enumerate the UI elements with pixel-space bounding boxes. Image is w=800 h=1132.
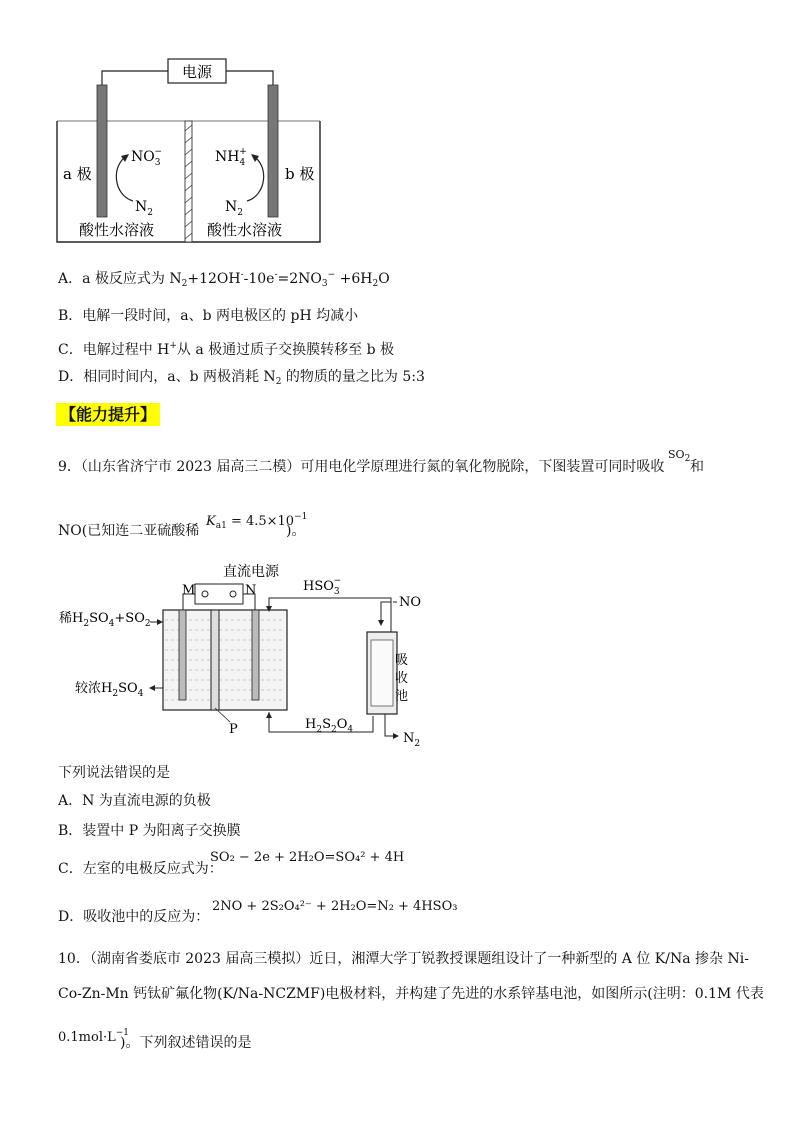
right-n2-label: $N_2$ [225,199,243,218]
option-c: C．电解过程中 H+从 a 极通过质子交换膜转移至 b 极 [58,341,395,358]
left-inlet-label: 稀$H_2SO_4+SO_2$ [59,611,151,629]
q10-line2: Co-Zn-Mn 钙钛矿氟化物(K/Na-NCZMF)电极材料，并构建了先进的水系锌基电池，如图所示(注明：0.1M 代表 [58,986,764,1002]
q9-so2: $SO_2$ [668,448,691,464]
q9-option-d-label: D．吸收池中的反应为： [58,909,210,925]
absorber-char-3: 池 [395,689,409,704]
q9-option-c-equation: SO₂ − 2e + 2H₂O=SO₄² + 4H [210,850,405,865]
left-solution-label: 酸性水溶液 [79,221,155,239]
right-solution-label: 酸性水溶液 [207,221,283,239]
q9-stem-line1: 9．（山东省济宁市 2023 届高三二模）可用电化学原理进行氮的氧化物脱除，下图装置可同时吸收 [58,459,665,475]
device-diagram [55,560,435,750]
left-outlet-label: 较浓$H_2SO_4$ [75,681,144,699]
q9-option-a: A．N 为直流电源的负极 [58,793,211,809]
membrane-p [211,610,219,710]
nitrate-label: $NO_3-$ [131,147,163,168]
n-label: N [245,583,257,598]
q9-option-d-equation: 2NO + 2S₂O₄²⁻ + 2H₂O=N₂ + 4HSO₃ [212,899,458,914]
section-title: 【能力提升】 [56,402,160,425]
left-arrow-head [121,154,129,162]
q9-stem-line2: NO(已知连二亚硫酸稀 [58,523,200,539]
electrode-a [97,85,107,217]
ammonium-label: $NH_4+$ [215,147,247,168]
power-source-label: 电源 [181,63,213,81]
right-wire [226,71,273,85]
right-reaction-arrow [247,156,264,201]
q9-option-b: B．装置中 P 为阳离子交换膜 [58,823,241,839]
hso3-label: $HSO_3-$ [303,576,342,597]
absorber-char-1: 吸 [395,653,409,668]
electrode-b-label: b 极 [285,165,315,183]
q10-unit: $0.1mol\cdot L^{-1}$ [58,1028,130,1045]
right-electrode [252,610,259,700]
left-electrode [179,610,186,700]
electrolysis-diagram [55,55,325,245]
right-arrow-head [251,154,259,162]
q10-line1: 10．（湖南省娄底市 2023 届高三模拟）近日，湘潭大学丁锐教授课题组设计了一种新型的 A 位 K/Na 掺杂 Ni- [58,951,749,967]
q9-stem-line2-end: )。 [286,523,306,539]
h2s2o4-label: $H_2S_2O_4$ [305,717,354,735]
option-d: D．相同时间内，a、b 两极消耗 $N_2$ 的物质的量之比为 5:3 [58,369,425,387]
option-a: A．a 极反应式为 $N_2+12OH^--10e^-=2NO_3^- +6H_2O$ [58,270,390,289]
electrode-b [268,85,278,217]
electrode-a-label: a 极 [63,165,92,183]
left-wire [102,71,168,85]
q10-line3: )。下列叙述错误的是 [120,1035,252,1051]
n2-outlet-label: $N_2$ [403,731,421,749]
dc-power-label: 直流电源 [223,564,279,580]
left-n2-label: $N_2$ [135,199,153,218]
option-b: B．电解一段时间，a、b 两电极区的 pH 均减小 [58,308,359,324]
q9-option-c-label: C．左室的电极反应式为： [58,861,223,877]
m-label: M [182,583,196,598]
absorber-char-2: 收 [395,671,409,686]
q9-prompt: 下列说法错误的是 [58,765,170,781]
p-label: P [229,722,238,737]
terminal-m [202,591,208,597]
terminal-n [230,591,236,597]
q9-and: 和 [690,459,704,475]
no-label: NO [399,595,422,610]
q9-ka-expression: $K_{a1} = 4.5\times 10^{-1}$ [206,512,308,531]
